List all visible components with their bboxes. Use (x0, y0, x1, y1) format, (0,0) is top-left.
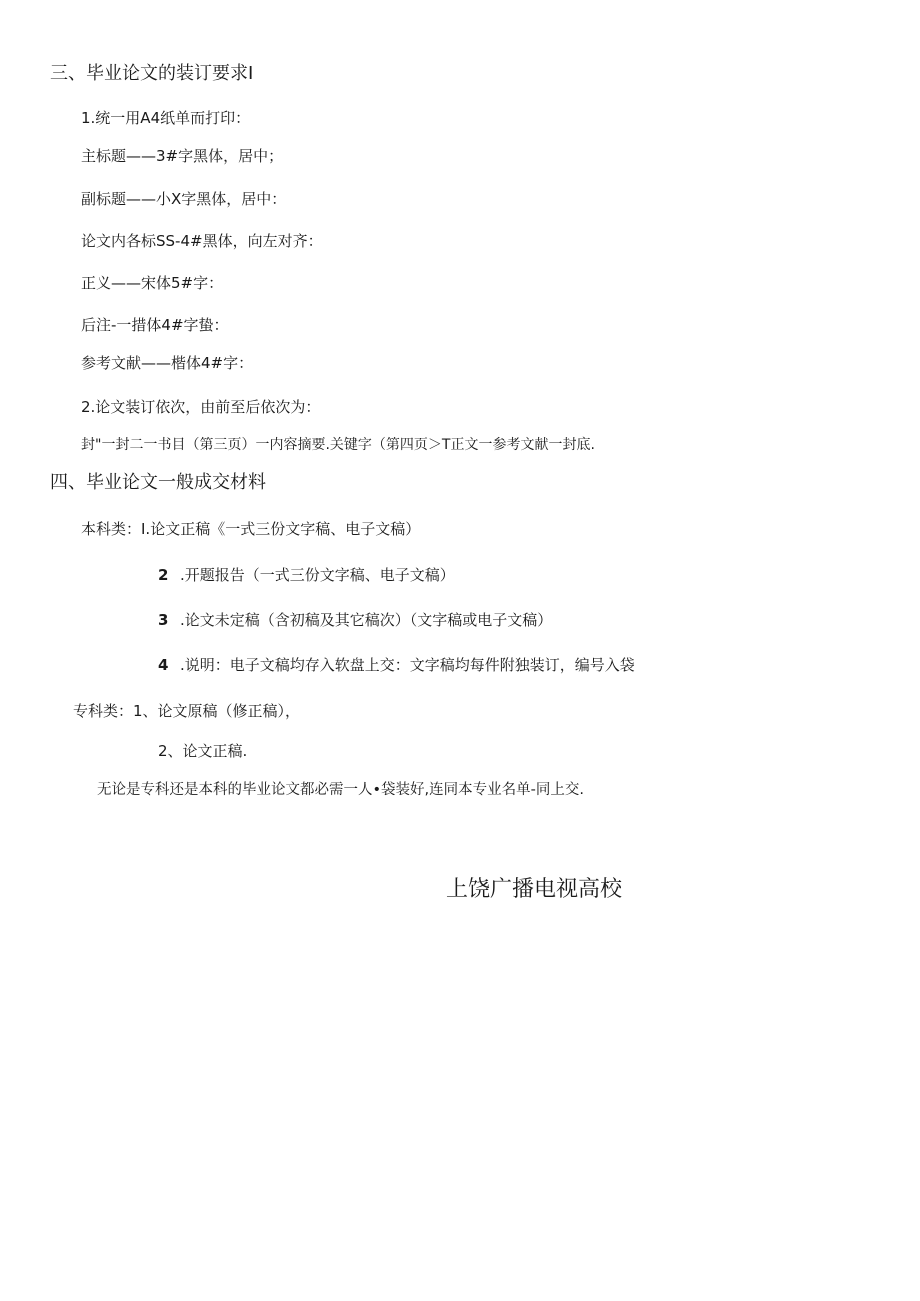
submission-note: 无论是专科还是本科的毕业论文都必需一人•袋装好,连同本专业名单-同上交. (97, 782, 585, 798)
section3-heading: 三、毕业论文的装订要求I (50, 63, 254, 84)
section4-heading: 四、毕业论文一般成交材料 (50, 472, 266, 493)
benke-item-3-number: 3 (158, 611, 169, 629)
section3-item-4: 论文内各标SS-4#黑体，向左对齐： (81, 232, 323, 250)
benke-line: 本科类：I.论文正稿《一式三份文字稿、电子文稿） (81, 520, 421, 538)
benke-item-3-text: .论文未定稿（含初稿及其它稿次）（文字稿或电子文稿） (180, 611, 553, 629)
section3-item-2: 主标题——3#字黑体，居中； (81, 147, 284, 165)
section3-item-3: 副标题——小X字黑体，居中： (81, 190, 287, 208)
benke-item-2 (158, 565, 455, 585)
section3-item-9: 封"一封二一书目（第三页）一内容摘要.关键字（第四页＞T正文一参考文献一封底. (81, 437, 595, 453)
school-signature: 上饶广播电视高校 (446, 877, 623, 902)
benke-item-3 (158, 610, 552, 630)
section3-item-8: 2.论文装订依次，由前至后依次为： (81, 398, 321, 416)
section3-item-1: 1.统一用A4纸单而打印： (81, 109, 251, 127)
benke-item-2-number: 2 (158, 566, 169, 584)
benke-item-4-text: .说明：电子文稿均存入软盘上交：文字稿均每件附独装订，编号入袋 (180, 656, 635, 674)
section3-item-7: 参考文献——楷体4#字： (81, 354, 254, 372)
benke-item-4-number: 4 (158, 656, 169, 674)
section3-item-6: 后注-一措体4#字蛰： (81, 316, 229, 334)
benke-item-4 (158, 655, 635, 675)
section3-item-5: 正义——宋体5#字： (81, 274, 224, 292)
zhuanke-item-2: 2、论文正稿. (158, 742, 248, 760)
benke-item-2-text: .开题报告（一式三份文字稿、电子文稿） (180, 566, 455, 584)
zhuanke-line: 专科类：1、论文原稿（修正稿）， (73, 702, 301, 720)
